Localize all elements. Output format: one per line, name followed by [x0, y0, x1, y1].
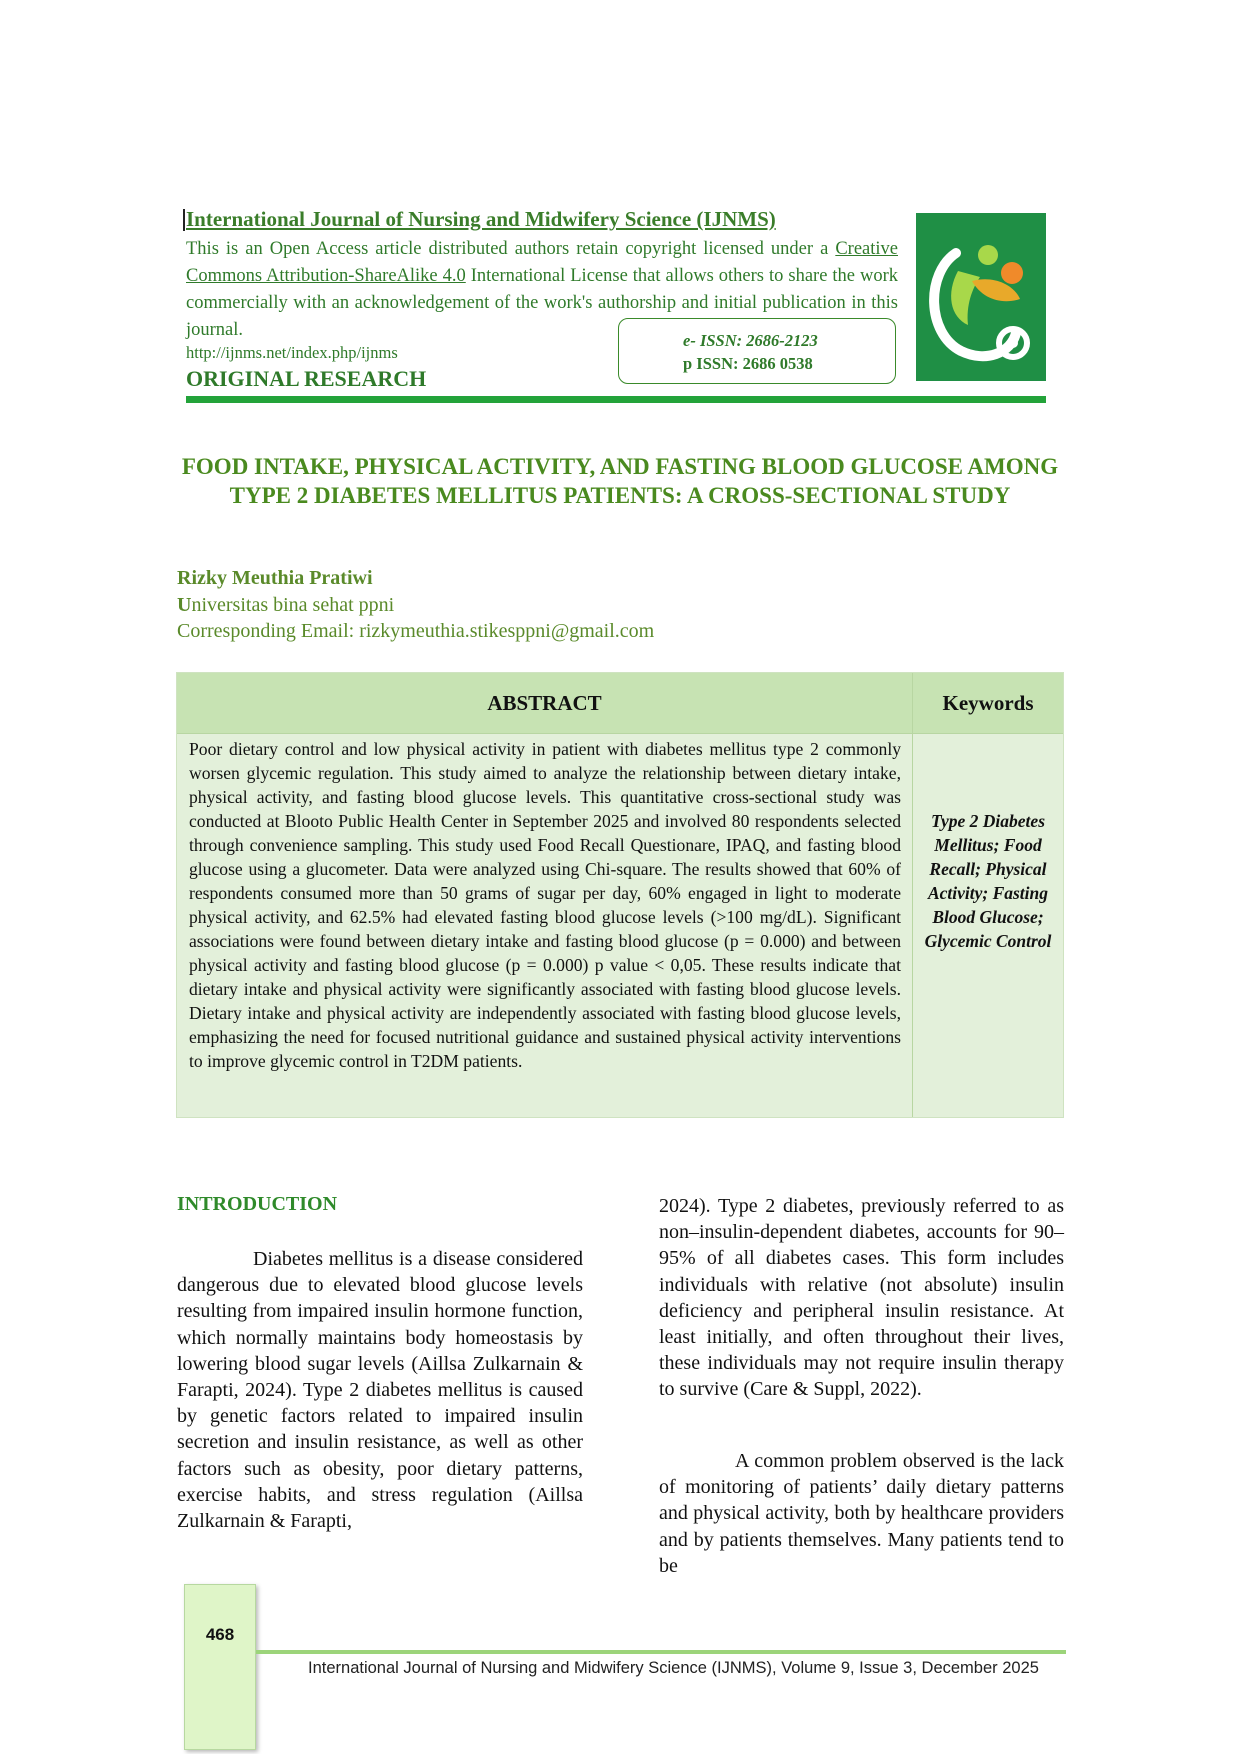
journal-logo — [916, 213, 1046, 381]
author-affiliation — [177, 594, 394, 617]
journal-title[interactable]: International Journal of Nursing and Midwifery Science (IJNMS) — [186, 207, 776, 231]
page-number-tab — [184, 1584, 256, 1750]
intro-paragraph-left: Diabetes mellitus is a disease considered dangerous due to elevated blood glucose levels resulting from impaired insulin hormone function, which normally maintains body homeostasis by lowering blood sugar levels (Aillsa Zulkarnain & Farapti, 2024). Type 2 diabetes mellitus is caused by genetic factors related to impaired insulin secretion and insulin resistance, as well as other factors such as obesity, poor dietary patterns, exercise habits, and stress regulation (Aillsa Zulkarnain & Farapti, — [177, 1248, 583, 1533]
section-label: ORIGINAL RESEARCH — [186, 366, 427, 391]
license-text-part1: This is an Open Access article distributed authors retain copyright licensed under a — [186, 239, 836, 259]
corresponding-email[interactable]: Corresponding Email: rizkymeuthia.stikesppni@gmail.com — [177, 620, 655, 642]
abstract-heading: ABSTRACT — [177, 673, 912, 733]
issn-box — [618, 318, 896, 384]
p-issn: p ISSN: 2686 0538 — [683, 354, 813, 373]
intro-paragraph-right-1: 2024). Type 2 diabetes, previously referred to as non–insulin-dependent diabetes, accounts for 90–95% of all diabetes cases. This form includes individuals with relative (not absolute) insulin deficiency and peripheral insulin resistance. At least initially, and often throughout their lives, these individuals may not require insulin therapy to survive (Care & Suppl, 2022). — [659, 1195, 1064, 1401]
affiliation-rest: niversitas bina sehat ppni — [191, 594, 395, 616]
author-name: Rizky Meuthia Pratiwi — [177, 567, 373, 589]
journal-url-link[interactable]: http://ijnms.net/index.php/ijnms — [186, 343, 398, 362]
license-text-part2: International License that allows others to share the work commercially with an acknowledgement of the work's authorship and initial publication in this journal. — [186, 266, 898, 340]
page-number: 468 — [205, 1625, 235, 1644]
footer-divider — [256, 1650, 1066, 1654]
keywords-list: Type 2 Diabetes Mellitus; Food Recall; Physical Activity; Fasting Blood Glucose; Glycemic Control — [924, 811, 1052, 951]
stethoscope-leaf-icon — [916, 213, 1046, 381]
intro-paragraph-right-2: A common problem observed is the lack of monitoring of patients’ daily dietary patterns and physical activity, both by healthcare providers and by patients themselves. Many patients tend to be — [659, 1450, 1064, 1577]
e-issn: e- ISSN: 2686-2123 — [683, 331, 818, 350]
affiliation-initial: U — [177, 594, 192, 616]
license-link[interactable]: Creative Commons Attribution-ShareAlike 4.0 — [186, 239, 898, 286]
abstract-text: Poor dietary control and low physical activity in patient with diabetes mellitus type 2 commonly worsen glycemic regulation. This study aimed to analyze the relationship between dietary intake, physical activity, and fasting blood glucose levels. This quantitative cross-sectional study was conducted at Blooto Public Health Center in September 2025 and involved 80 respondents selected through convenience sampling. This study used Food Recall Questionare, IPAQ, and fasting blood glucose using a glucometer. Data were analyzed using Chi-square. The results showed that 60% of respondents consumed more than 50 grams of sugar per day, 60% engaged in light to moderate physical activity, and 62.5% had elevated fasting blood glucose levels (>100 mg/dL). Significant associations were found between dietary intake and fasting blood glucose (p = 0.000) and between physical activity and fasting blood glucose (p = 0.000) p value < 0,05. These results indicate that dietary intake and physical activity were significantly associated with fasting blood glucose levels. Dietary intake and physical activity are independently associated with fasting blood glucose levels, emphasizing the need for focused nutritional guidance and sustained physical activity interventions to improve glycemic control in T2DM patients. — [189, 739, 901, 1071]
header-row-divider — [177, 733, 1063, 734]
article-title: FOOD INTAKE, PHYSICAL ACTIVITY, AND FASTING BLOOD GLUCOSE AMONG TYPE 2 DIABETES MELLITUS PATIENTS: A CROSS-SECTIONAL STUDY — [181, 454, 1059, 508]
footer-citation: International Journal of Nursing and Midwifery Science (IJNMS), Volume 9, Issue 3, December 2025 — [308, 1659, 1039, 1677]
header-divider — [186, 396, 1046, 403]
introduction-heading: INTRODUCTION — [177, 1193, 338, 1215]
keywords-heading: Keywords — [913, 673, 1063, 733]
abstract-table — [176, 672, 1064, 1118]
